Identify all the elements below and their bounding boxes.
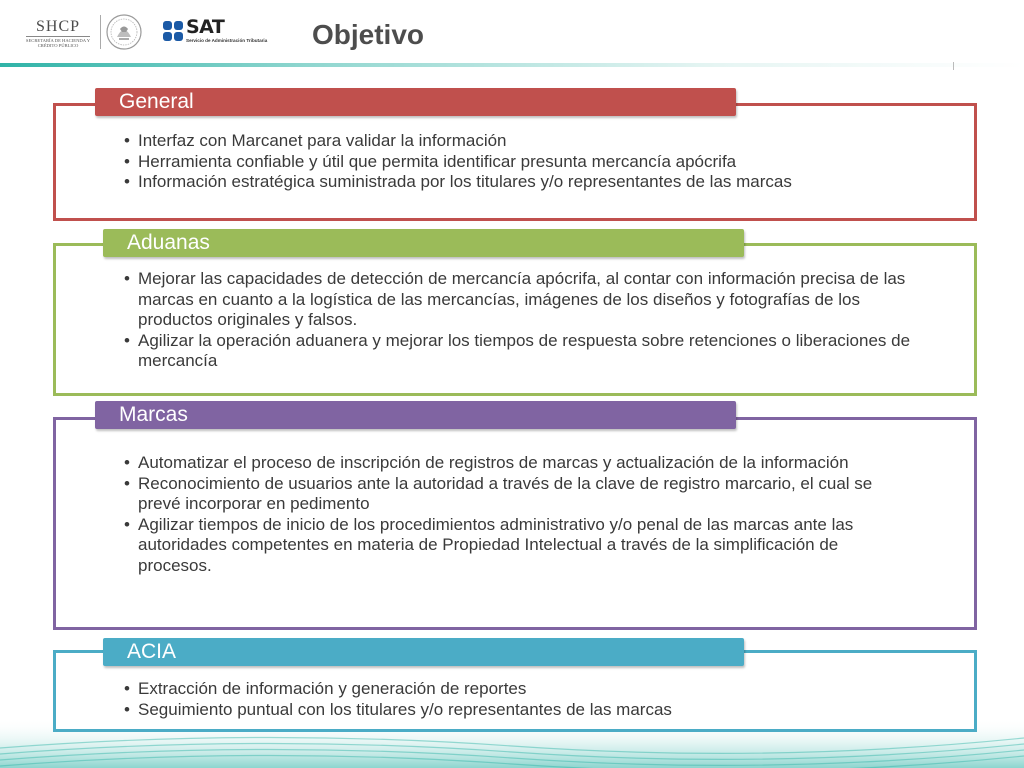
page-title: Objetivo (312, 19, 425, 50)
list-item: • Agilizar la operación aduanera y mejorar los tiempos de respuesta sobre retenciones o liberaciones de mercancía (124, 331, 914, 372)
shcp-subtitle: SECRETARÍA DE HACIENDA Y CRÉDITO PÚBLICO (25, 38, 91, 48)
shcp-logo (22, 14, 94, 54)
sat-subtitle: Servicio de Administración Tributaria (186, 38, 268, 43)
section-marcas-header: Marcas (95, 401, 736, 429)
header-separator (100, 15, 101, 49)
list-item: • Extracción de información y generación de reportes (124, 679, 944, 700)
slide-header (0, 0, 1024, 70)
header-tick-mark (953, 62, 954, 70)
section-aduanas-header: Aduanas (103, 229, 744, 257)
list-item: • Interfaz con Marcanet para validar la información (124, 131, 944, 152)
list-item: • Información estratégica suministrada por los titulares y/o representantes de las marcas (124, 172, 944, 193)
list-item: • Seguimiento puntual con los titulares y/o representantes de las marcas (124, 700, 944, 721)
section-marcas-list (124, 453, 914, 576)
shcp-divider (26, 36, 90, 37)
section-acia-list (124, 679, 944, 720)
list-item: • Reconocimiento de usuarios ante la autoridad a través de la clave de registro marcario, el cual se prevé incorporar en pedimento (124, 474, 914, 515)
header-accent-line (0, 63, 1024, 67)
section-aduanas-list (124, 269, 914, 372)
sat-name: SAT (186, 16, 225, 38)
list-item: • Herramienta confiable y útil que permita identificar presunta mercancía apócrifa (124, 152, 944, 173)
section-acia-header: ACIA (103, 638, 744, 666)
sat-logo-icon (162, 20, 184, 42)
shcp-title: SHCP (35, 18, 81, 35)
section-general-list (124, 131, 944, 193)
section-general-header: General (95, 88, 736, 116)
list-item: • Mejorar las capacidades de detección de mercancía apócrifa, al contar con información precisa de las marcas en cuanto a la logística de las mercancías, imágenes de los diseños y fotografías de los productos originales y falsos. (124, 269, 914, 331)
sat-logo (162, 18, 282, 48)
list-item: • Automatizar el proceso de inscripción de registros de marcas y actualización de la información (124, 453, 914, 474)
list-item: • Agilizar tiempos de inicio de los procedimientos administrativo y/o penal de las marcas ante las autoridades competentes en materia de Propiedad Intelectual a través de la simplificación de procesos. (124, 515, 914, 577)
national-seal-icon (105, 13, 143, 51)
